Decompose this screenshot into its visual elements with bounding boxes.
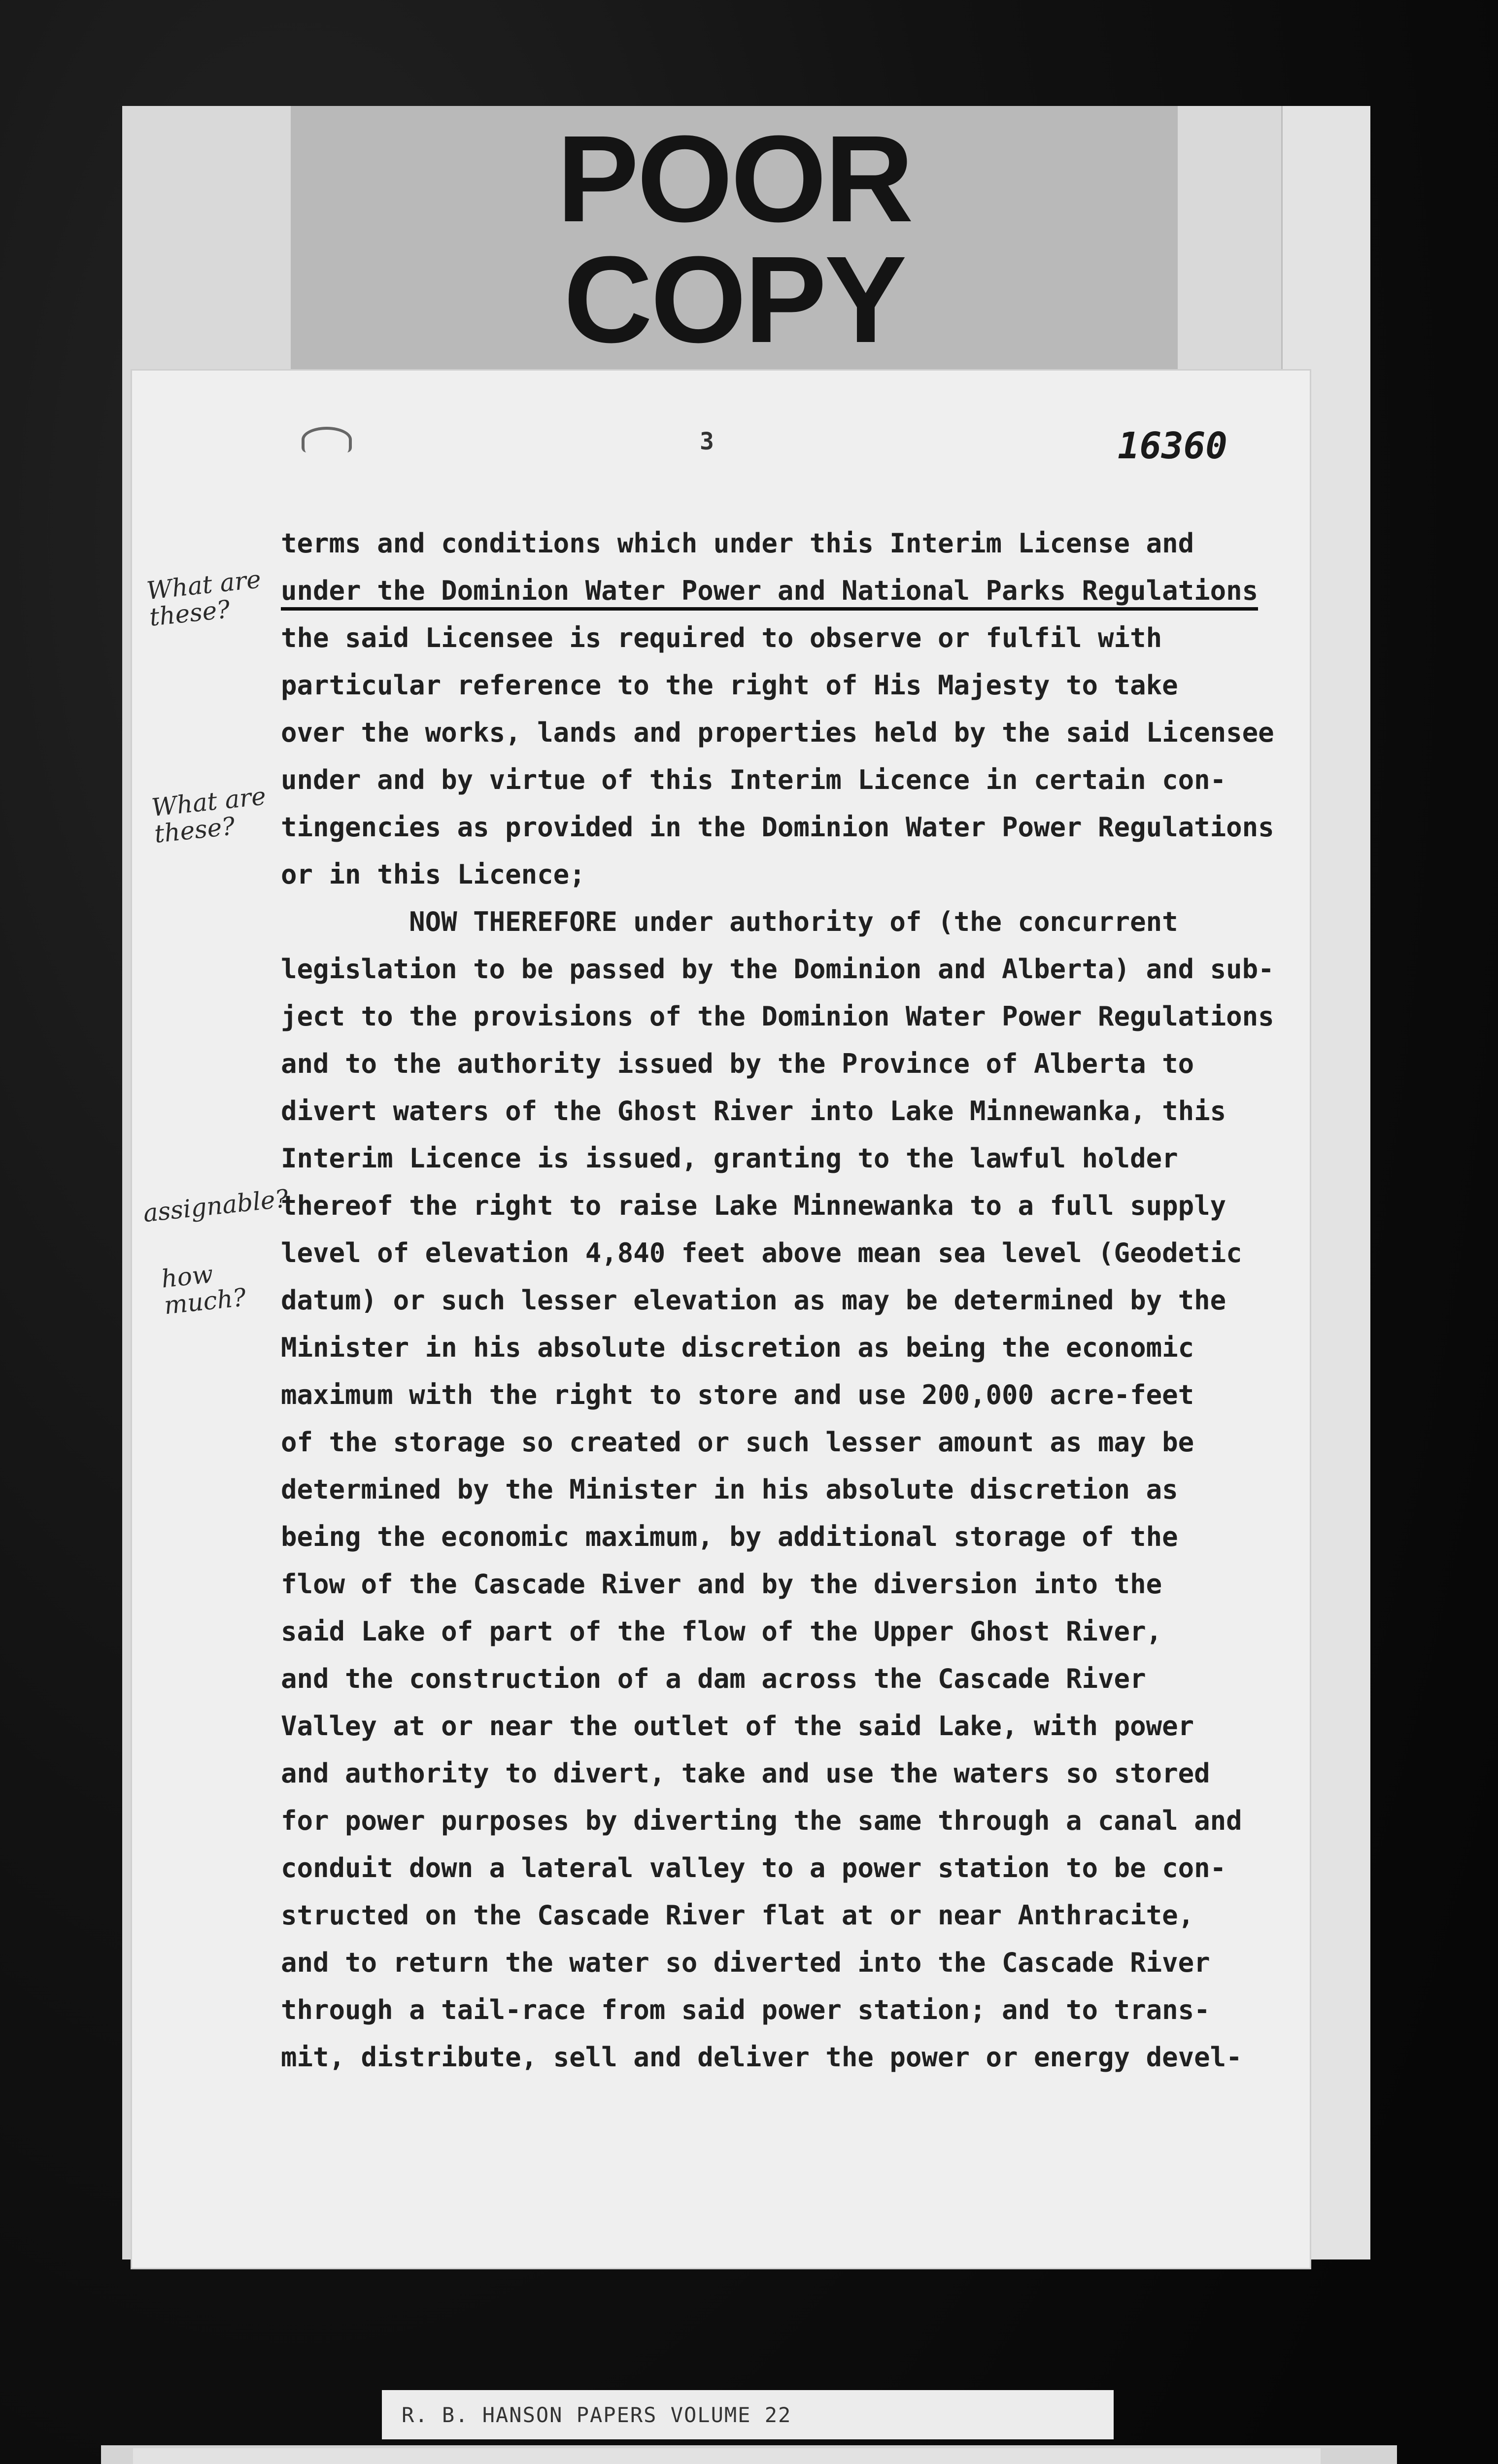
text-line: the said Licensee is required to observe or fulfil with [281, 622, 1162, 653]
text-line: over the works, lands and properties held by the said Licensee [281, 717, 1274, 748]
text-line: determined by the Minister in his absolute discretion as [281, 1474, 1178, 1505]
text-line: and to return the water so diverted into the Cascade River [281, 1947, 1210, 1978]
text-line: through a tail-race from said power station; and to trans- [281, 1994, 1210, 2025]
text-line: and the construction of a dam across the Cascade River [281, 1663, 1146, 1694]
margin-note-line: how [160, 1260, 215, 1294]
text-line: divert waters of the Ghost River into Lake Minnewanka, this [281, 1095, 1226, 1127]
text-line: being the economic maximum, by additional storage of the [281, 1521, 1178, 1552]
text-line: tingencies as provided in the Dominion Water Power Regulations [281, 812, 1274, 843]
text-line: terms and conditions which under this Interim License and [281, 528, 1194, 559]
text-line: legislation to be passed by the Dominion and Alberta) and sub- [281, 954, 1274, 985]
corner-mark-icon [302, 427, 352, 452]
text-line: NOW THEREFORE under authority of (the concurrent [281, 906, 1178, 937]
page-number: 3 [700, 428, 714, 455]
text-line: level of elevation 4,840 feet above mean sea level (Geodetic [281, 1237, 1242, 1268]
underlined-text: under the Dominion Water Power and National Parks Regulations [281, 575, 1258, 611]
poor-copy-line2: COPY [563, 231, 905, 368]
margin-note-line: What are [150, 782, 268, 822]
text-line: flow of the Cascade River and by the diversion into the [281, 1569, 1162, 1600]
text-line: thereof the right to raise Lake Minnewanka to a full supply [281, 1190, 1226, 1221]
text-line [281, 567, 1259, 615]
text-line: Minister in his absolute discretion as being the economic [281, 1332, 1194, 1363]
margin-note [160, 1258, 247, 1319]
text-line: and authority to divert, take and use the waters so stored [281, 1758, 1210, 1789]
margin-note-line: these? [148, 595, 232, 632]
margin-note-line: What are [145, 565, 263, 606]
text-line: maximum with the right to store and use 200,000 acre-feet [281, 1379, 1194, 1410]
text-line: Valley at or near the outlet of the said Lake, with power [281, 1711, 1194, 1742]
volume-label-text: R. B. HANSON PAPERS VOLUME 22 [402, 2402, 792, 2427]
text-line: or in this Licence; [281, 859, 585, 890]
document-number: 16360 [1118, 425, 1227, 467]
text-line: under and by virtue of this Interim Licence in certain con- [281, 764, 1226, 795]
margin-note-line: assignable? [141, 1184, 290, 1228]
text-line: Interim Licence is issued, granting to the lawful holder [281, 1143, 1178, 1174]
margin-note-line: these? [153, 812, 237, 849]
text-line: for power purposes by diverting the same through a canal and [281, 1805, 1242, 1836]
text-line: conduit down a lateral valley to a power station to be con- [281, 1852, 1226, 1883]
text-line: mit, distribute, sell and deliver the power or energy devel- [281, 2042, 1242, 2073]
text-line: said Lake of part of the flow of the Upper Ghost River, [281, 1616, 1162, 1647]
text-line: and to the authority issued by the Province of Alberta to [281, 1048, 1194, 1079]
text-line: datum) or such lesser elevation as may be determined by the [281, 1285, 1226, 1316]
poor-copy-stamp [291, 106, 1178, 372]
text-line: ject to the provisions of the Dominion Water Power Regulations [281, 1001, 1274, 1032]
margin-note-line: much? [163, 1283, 248, 1320]
document-body [281, 520, 1274, 2081]
text-line: particular reference to the right of His Majesty to take [281, 670, 1178, 701]
volume-label [382, 2390, 1114, 2439]
text-line: structed on the Cascade River flat at or near Anthracite, [281, 1900, 1194, 1931]
archives-stamp [133, 2448, 1321, 2464]
text-line: of the storage so created or such lesser amount as may be [281, 1427, 1194, 1458]
poor-copy-line1: POOR [556, 110, 912, 247]
